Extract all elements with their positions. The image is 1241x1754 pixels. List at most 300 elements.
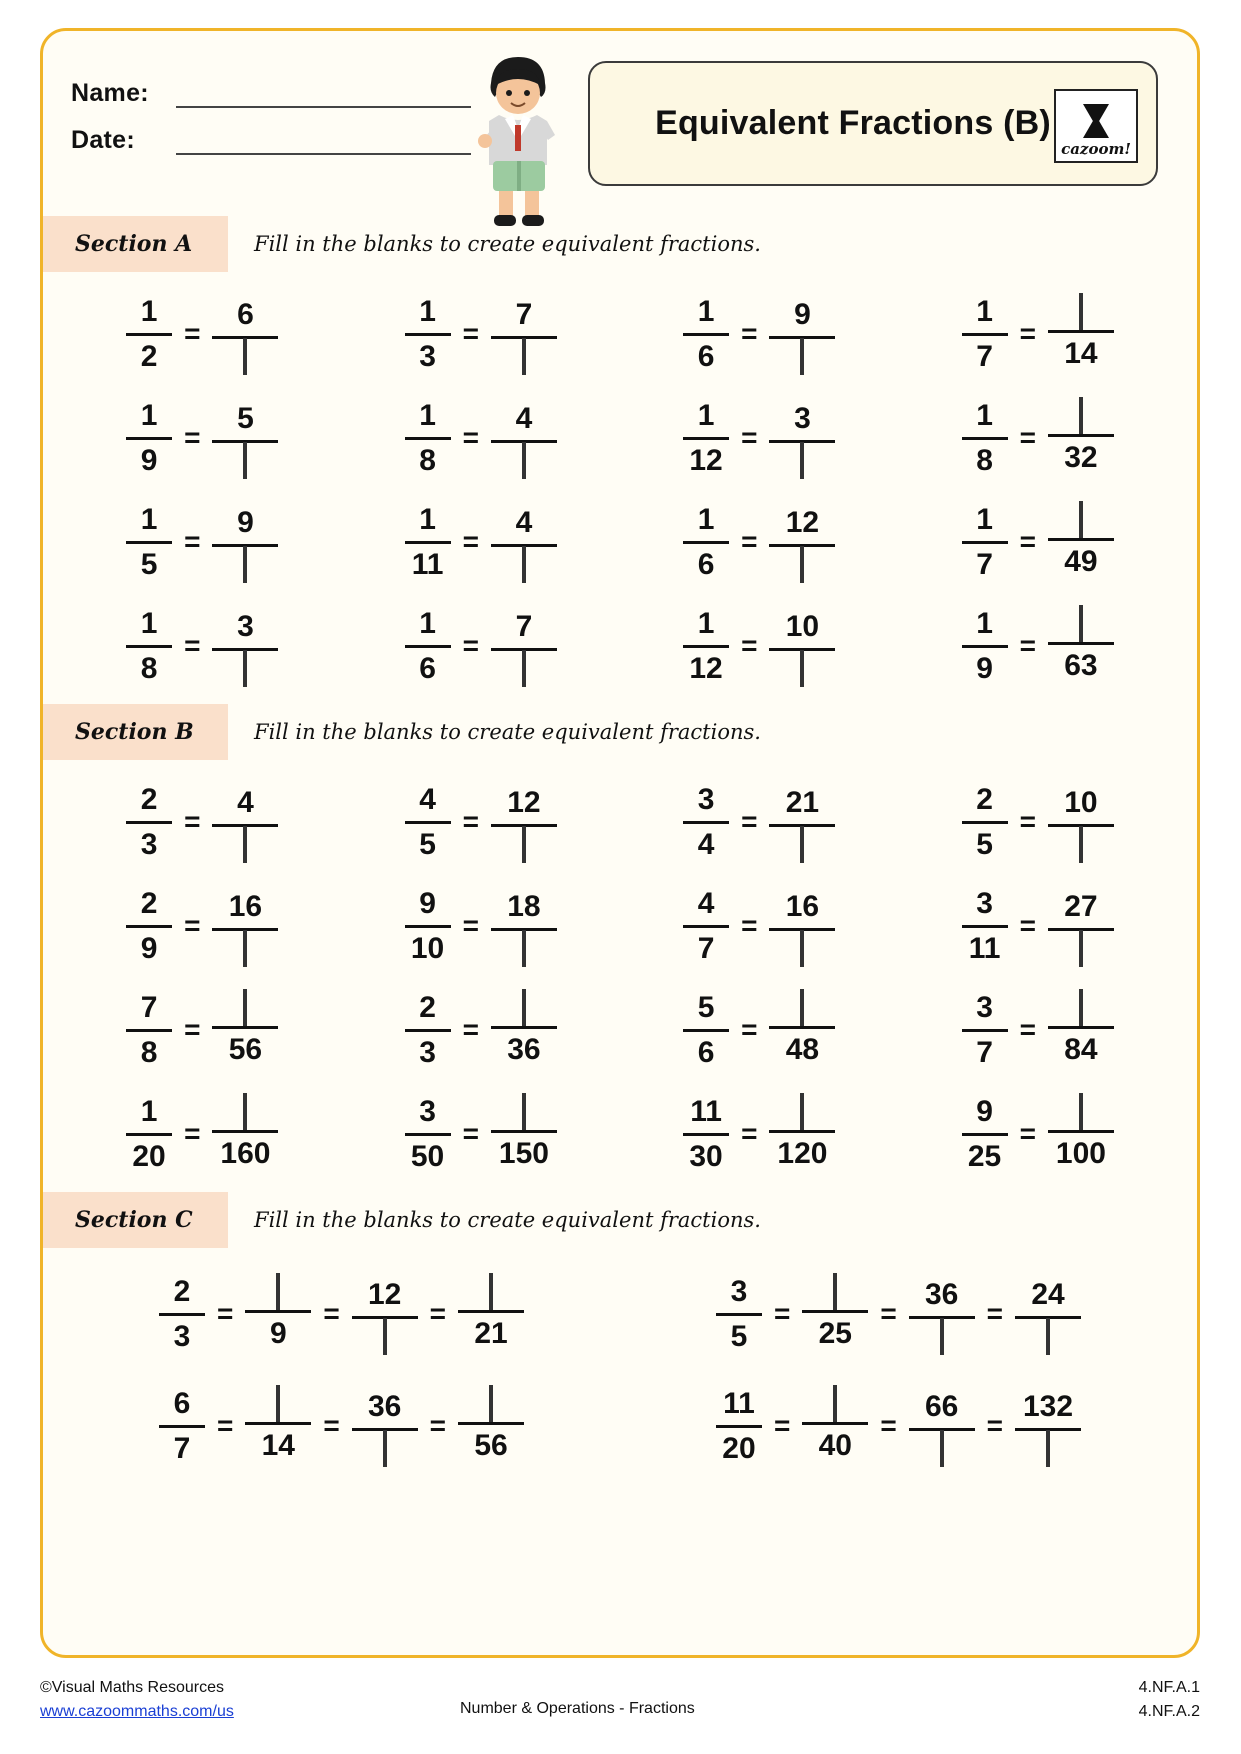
fraction-denominator: 6 [697,339,715,373]
fraction-bar [126,541,172,544]
fraction [769,889,835,964]
answer-box[interactable] [276,1385,280,1422]
answer-box[interactable] [800,650,804,687]
fraction-denominator: 8 [140,651,158,685]
fraction [769,785,835,860]
fraction-bar [1048,434,1114,437]
fraction-denominator: 40 [818,1428,852,1462]
fraction-bar [245,1310,311,1313]
problem-item [899,770,1178,874]
fraction [491,401,557,476]
section-instruction: Fill in the blanks to create equivalent fractions. [254,1208,761,1232]
fraction-numerator: 4 [515,505,533,539]
fraction-denominator: 5 [976,827,993,861]
fraction [683,886,729,967]
fraction-numerator: 12 [507,785,541,819]
answer-box[interactable] [243,338,247,375]
fraction-numerator: 66 [924,1389,959,1423]
problem-grid [43,760,1197,1192]
fraction-bar [212,1130,278,1133]
fraction-numerator: 4 [419,782,436,816]
fraction-denominator: 50 [410,1139,445,1173]
fraction [683,990,729,1071]
fraction [405,782,451,863]
problem-item [63,490,342,594]
fraction-denominator: 8 [140,1035,158,1069]
equals-sign: = [741,1118,758,1149]
fraction-denominator: 7 [173,1431,191,1465]
fraction-bar [245,1422,311,1425]
fraction-bar [769,1130,835,1133]
fraction [769,609,835,684]
fraction-denominator: 6 [697,1035,715,1069]
equals-sign: = [184,1118,201,1149]
fraction [1048,889,1114,964]
fraction-denominator: 5 [730,1319,748,1353]
fraction-bar [405,1133,451,1136]
answer-box[interactable] [383,1430,387,1467]
fraction-numerator: 9 [419,886,436,920]
footer-subject: Number & Operations - Fractions [460,1700,695,1717]
fraction-bar [962,437,1008,440]
fraction [683,606,729,687]
fraction [212,1097,278,1172]
problem-item [899,594,1178,698]
section-instruction: Fill in the blanks to create equivalent fractions. [254,232,761,256]
fraction-numerator: 1 [140,1094,158,1128]
fraction-denominator: 150 [498,1136,549,1170]
standard-1: 4.NF.A.1 [1138,1679,1200,1696]
answer-box[interactable] [522,930,526,967]
answer-box[interactable] [522,546,526,583]
fraction-bar [683,925,729,928]
fraction-bar [683,821,729,824]
fraction-numerator: 9 [976,1094,993,1128]
fraction-bar [962,333,1008,336]
equals-sign: = [1019,630,1036,661]
equals-sign: = [741,910,758,941]
equals-sign: = [462,1118,479,1149]
fraction-numerator: 1 [697,606,715,640]
worksheet-title-box [588,61,1158,186]
problem-item [342,490,621,594]
answer-box[interactable] [1079,826,1083,863]
fraction-denominator: 11 [411,547,444,581]
fraction-numerator: 1 [140,502,158,536]
equals-sign: = [462,1014,479,1045]
answer-box[interactable] [522,442,526,479]
fraction-numerator: 5 [237,401,254,435]
fraction-numerator: 1 [976,606,993,640]
equals-sign: = [741,526,758,557]
fraction-denominator: 25 [818,1316,852,1350]
fraction [962,886,1008,967]
fraction-bar [683,437,729,440]
fraction-denominator: 3 [419,1035,436,1069]
answer-box[interactable] [940,1430,944,1467]
answer-box[interactable] [800,546,804,583]
fraction [769,1097,835,1172]
fraction-bar [126,645,172,648]
answer-box[interactable] [800,930,804,967]
fraction-bar [126,1133,172,1136]
fraction-numerator: 1 [140,294,158,328]
fraction [405,886,451,967]
equals-sign: = [184,630,201,661]
section-tag: Section B [43,704,228,760]
student-mascot-illustration [463,49,573,234]
fraction-bar [962,645,1008,648]
fraction-denominator: 3 [419,339,436,373]
fraction-bar [491,1026,557,1029]
fraction-numerator: 7 [515,609,533,643]
fraction [212,401,278,476]
fraction-bar [962,925,1008,928]
fraction [405,990,451,1071]
answer-box[interactable] [489,1385,493,1422]
equals-sign: = [216,1410,234,1441]
fraction-numerator: 6 [237,297,254,331]
fraction-numerator: 3 [794,401,811,435]
fraction [1048,401,1114,476]
equals-sign: = [1019,1118,1036,1149]
fraction [1048,297,1114,372]
fraction-numerator: 1 [419,502,436,536]
answer-box[interactable] [243,826,247,863]
fraction-bar [159,1313,205,1316]
problem-item [342,770,621,874]
fraction-numerator: 9 [237,505,254,539]
fraction-bar [405,333,451,336]
fraction [683,502,729,583]
equals-sign: = [429,1298,447,1329]
fraction [126,782,172,863]
equals-sign: = [216,1298,234,1329]
fraction-numerator: 24 [1031,1277,1065,1311]
equals-sign: = [773,1298,791,1329]
fraction-bar [1048,642,1114,645]
answer-box[interactable] [940,1318,944,1355]
fraction-numerator: 3 [697,782,715,816]
name-input-line[interactable] [176,82,471,108]
fraction-bar [405,541,451,544]
answer-box[interactable] [243,1093,247,1130]
answer-box[interactable] [383,1318,387,1355]
fraction [802,1389,868,1464]
fraction-numerator: 27 [1064,889,1098,923]
fraction-bar [802,1310,868,1313]
fraction-numerator: 4 [697,886,715,920]
answer-box[interactable] [522,338,526,375]
fraction [769,505,835,580]
equals-sign: = [462,422,479,453]
fraction-bar [716,1313,762,1316]
fraction-bar [683,645,729,648]
section-header [43,216,1197,272]
standard-2: 4.NF.A.2 [1138,1703,1200,1720]
sections-container [43,216,1197,1488]
fraction [1048,505,1114,580]
fraction [909,1389,975,1464]
fraction-denominator: 100 [1055,1136,1106,1170]
equals-sign: = [880,1410,897,1441]
fraction-numerator: 1 [140,606,158,640]
fraction [491,785,557,860]
answer-box[interactable] [243,442,247,479]
fraction-numerator: 9 [794,297,811,331]
fraction [212,505,278,580]
fraction-numerator: 1 [697,398,715,432]
problem-item [342,1082,621,1186]
fraction-denominator: 12 [689,651,723,685]
fraction-bar [458,1422,524,1425]
fraction-bar [126,821,172,824]
problem-item [620,594,899,698]
copyright-text: ©Visual Maths Resources [40,1679,225,1696]
fraction-numerator: 1 [976,502,993,536]
fraction-denominator: 56 [474,1428,508,1462]
fraction-numerator: 7 [140,990,158,1024]
website-link[interactable]: www.cazoommaths.com/us [40,1703,234,1720]
fraction [1048,785,1114,860]
fraction [159,1274,205,1355]
fraction-denominator: 5 [140,547,158,581]
fraction-denominator: 6 [697,547,715,581]
answer-box[interactable] [243,930,247,967]
fraction-bar [1048,1130,1114,1133]
fraction-denominator: 14 [1064,336,1098,370]
fraction [683,1094,729,1175]
fraction-numerator: 4 [237,785,254,819]
fraction [962,398,1008,479]
fraction [962,782,1008,863]
fraction-denominator: 9 [269,1316,287,1350]
equals-sign: = [1019,806,1036,837]
problem-item [63,978,342,1082]
fraction [245,1389,311,1464]
problem-item [620,1370,1177,1482]
fraction-numerator: 11 [723,1386,755,1420]
fraction-bar [405,645,451,648]
fraction-bar [683,541,729,544]
fraction-numerator: 3 [976,990,993,1024]
problem-item [63,770,342,874]
date-input-line[interactable] [176,129,471,155]
fraction [1048,609,1114,684]
fraction [491,609,557,684]
fraction-denominator: 10 [410,931,445,965]
section-tag: Section C [43,1192,228,1248]
section-header [43,704,1197,760]
problem-item [620,282,899,386]
student-fields [71,79,471,173]
fraction-bar [126,925,172,928]
fraction-numerator: 2 [140,782,158,816]
fraction-numerator: 2 [976,782,993,816]
fraction-numerator: 132 [1023,1389,1074,1423]
logo-label: cazoom! [1061,140,1131,158]
fraction-bar [405,1029,451,1032]
fraction-denominator: 36 [507,1032,541,1066]
fraction [716,1274,762,1355]
answer-box[interactable] [800,989,804,1026]
answer-box[interactable] [800,442,804,479]
fraction-bar [769,1026,835,1029]
problem-item [63,386,342,490]
fraction-numerator: 11 [690,1094,722,1128]
problem-item [63,594,342,698]
answer-box[interactable] [489,1273,493,1310]
fraction-numerator: 21 [785,785,820,819]
answer-box[interactable] [833,1273,837,1310]
fraction-denominator: 120 [777,1136,828,1170]
fraction-denominator: 160 [220,1136,271,1170]
fraction [352,1277,418,1352]
answer-box[interactable] [1079,501,1083,538]
equals-sign: = [462,630,479,661]
fraction [962,990,1008,1071]
fraction-numerator: 1 [697,294,715,328]
fraction-bar [683,333,729,336]
fraction [126,886,172,967]
fraction [909,1277,975,1352]
fraction-denominator: 7 [976,547,993,581]
date-label: Date: [71,126,136,154]
fraction [1015,1277,1081,1352]
equals-sign: = [1019,526,1036,557]
equals-sign: = [1019,318,1036,349]
fraction-bar [159,1425,205,1428]
fraction [212,993,278,1068]
fraction-bar [962,821,1008,824]
equals-sign: = [880,1298,897,1329]
answer-box[interactable] [243,989,247,1026]
fraction-numerator: 1 [976,398,993,432]
answer-box[interactable] [800,1093,804,1130]
problem-grid [43,1248,1197,1488]
fraction-denominator: 14 [261,1428,295,1462]
answer-box[interactable] [1079,1093,1083,1130]
problem-item [63,1258,620,1370]
fraction-denominator: 20 [132,1139,166,1173]
fraction-denominator: 21 [474,1316,508,1350]
fraction-bar [716,1425,762,1428]
equals-sign: = [986,1298,1004,1329]
fraction-numerator: 4 [515,401,533,435]
fraction [405,606,451,687]
fraction-denominator: 9 [140,443,158,477]
problem-grid [43,272,1197,704]
fraction-numerator: 2 [140,886,158,920]
fraction-bar [962,541,1008,544]
fraction [769,401,835,476]
answer-box[interactable] [522,1093,526,1130]
problem-item [899,874,1178,978]
answer-box[interactable] [833,1385,837,1422]
fraction-numerator: 7 [515,297,533,331]
equals-sign: = [462,910,479,941]
equals-sign: = [323,1410,340,1441]
fraction-bar [1048,1026,1114,1029]
worksheet-page [40,28,1200,1658]
answer-box[interactable] [1079,989,1083,1026]
fraction-numerator: 5 [697,990,715,1024]
equals-sign: = [184,318,201,349]
fraction [352,1389,418,1464]
fraction-numerator: 36 [367,1389,402,1423]
fraction-denominator: 7 [697,931,715,965]
fraction-bar [405,925,451,928]
problem-item [342,978,621,1082]
fraction-bar [962,1029,1008,1032]
fraction-denominator: 9 [140,931,158,965]
fraction-numerator: 3 [730,1274,748,1308]
fraction-numerator: 16 [785,889,820,923]
fraction-bar [458,1310,524,1313]
problem-item [899,386,1178,490]
fraction [126,1094,172,1175]
answer-box[interactable] [522,826,526,863]
answer-box[interactable] [1079,397,1083,434]
fraction-bar [405,821,451,824]
problem-item [899,1082,1178,1186]
answer-box[interactable] [1046,1430,1050,1467]
fraction-numerator: 10 [1064,785,1098,819]
fraction-numerator: 12 [367,1277,402,1311]
fraction [962,606,1008,687]
fraction [458,1277,524,1352]
equals-sign: = [184,526,201,557]
fraction-denominator: 2 [140,339,158,373]
fraction-bar [683,1133,729,1136]
logo-hourglass-icon [1083,104,1109,138]
answer-box[interactable] [800,826,804,863]
fraction-bar [405,437,451,440]
fraction [716,1386,762,1467]
equals-sign: = [741,806,758,837]
equals-sign: = [429,1410,447,1441]
problem-item [342,386,621,490]
answer-box[interactable] [522,650,526,687]
answer-box[interactable] [1079,605,1083,642]
fraction [159,1386,205,1467]
answer-box[interactable] [522,989,526,1026]
answer-box[interactable] [1046,1318,1050,1355]
fraction [962,1094,1008,1175]
fraction [683,294,729,375]
answer-box[interactable] [1079,293,1083,330]
problem-item [899,978,1178,1082]
fraction-denominator: 7 [976,1035,993,1069]
fraction-numerator: 3 [976,886,993,920]
equals-sign: = [184,422,201,453]
answer-box[interactable] [276,1273,280,1310]
fraction [126,502,172,583]
problem-item [342,874,621,978]
answer-box[interactable] [1079,930,1083,967]
answer-box[interactable] [243,650,247,687]
name-label: Name: [71,79,149,107]
fraction [769,297,835,372]
fraction-bar [126,333,172,336]
fraction-numerator: 1 [419,606,436,640]
fraction-denominator: 56 [228,1032,263,1066]
fraction-bar [212,1026,278,1029]
equals-sign: = [1019,910,1036,941]
answer-box[interactable] [800,338,804,375]
answer-box[interactable] [243,546,247,583]
fraction-bar [1048,538,1114,541]
